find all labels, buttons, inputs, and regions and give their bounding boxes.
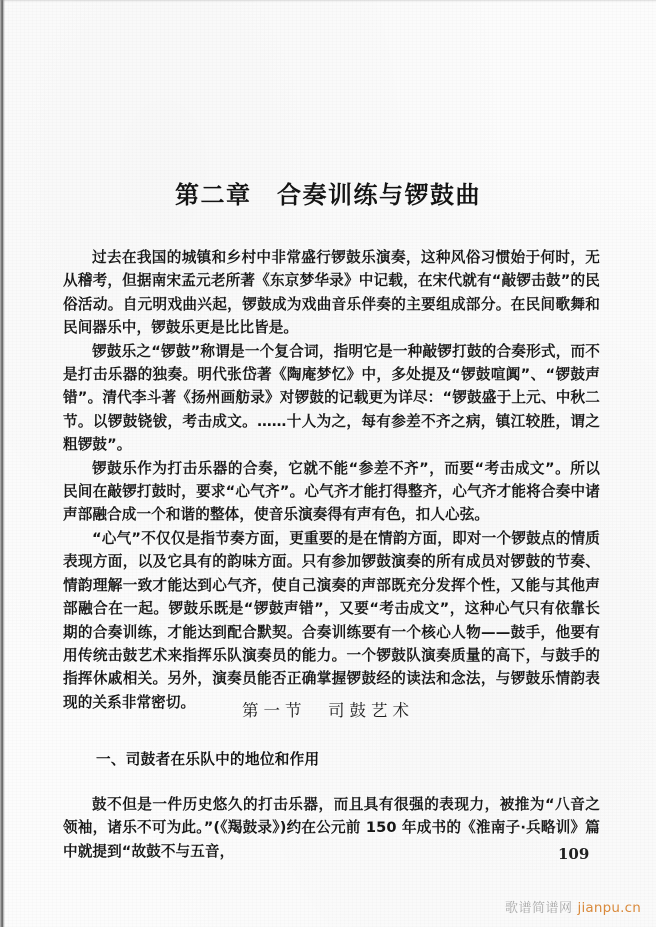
watermark-url-label: jianpu.cn [577, 900, 642, 916]
chapter-title: 第二章 合奏训练与锣鼓曲 [175, 181, 481, 209]
paragraph-4: “心气”不仅仅是指节奏方面，更重要的是在情韵方面，即对一个锣鼓点的情质表现方面，以及它具有的韵味方面。只有参加锣鼓演奏的所有成员对锣鼓的节奏、情韵理解一致才能达到心气齐，使自己演奏的声部既充分发挥个性，又能与其他声部融合在一起。锣鼓乐既是“锣鼓声错”，又要“考击成文”，这种心气只有依靠长期的合奏训练，才能达到配合默契。合奏训练要有一个核心人物——鼓手，他要有用传统击鼓艺术来指挥乐队演奏员的能力。一个锣鼓队演奏质量的高下，与鼓手的指挥休戚相关。另外，演奏员能否正确掌握锣鼓经的读法和念法，与锣鼓乐情韵表现的关系非常密切。 [63, 529, 600, 711]
paragraph-1: 过去在我国的城镇和乡村中非常盛行锣鼓乐演奏，这种风俗习惯始于何时，无从稽考，但据南宋孟元老所著《东京梦华录》中记载，在宋代就有“敲锣击鼓”的民俗活动。自元明戏曲兴起，锣鼓成为戏曲音乐伴奏的主要组成部分。在民间歌舞和民间器乐中，锣鼓乐更是比比皆是。 [63, 249, 600, 337]
subsection-heading: 一、司鼓者在乐队中的地位和作用 [96, 751, 320, 768]
paragraph-3: 锣鼓乐作为打击乐器的合奏，它就不能“参差不齐”，而要“考击成文”。所以民间在敲锣打鼓时，要求“心气齐”。心气齐才能打得整齐，心气齐才能将合奏中诸声部融合成一个和谐的整体，使音乐演奏得有声有色，扣人心弦。 [63, 459, 600, 524]
section-heading: 第一节 司鼓艺术 [242, 701, 414, 720]
paragraph-5: 鼓不但是一件历史悠久的打击乐器，而且具有很强的表现力，被推为“八音之领袖，诸乐不可为此。”(《羯鼓录》)约在公元前 150 年成书的《淮南子·兵略训》篇中就提到“故鼓不与五音， [63, 796, 600, 860]
watermark-chinese-label: 歌谱简谱网 [505, 901, 573, 916]
page-number: 109 [558, 845, 590, 863]
site-watermark [505, 897, 641, 916]
tail-text-block [63, 793, 600, 863]
body-text-block [63, 246, 600, 714]
paragraph-2: 锣鼓乐之“锣鼓”称谓是一个复合词，指明它是一种敲锣打鼓的合奏形式，而不是打击乐器的独奏。明代张岱著《陶庵梦忆》中，多处提及“锣鼓喧阗”、“锣鼓声错”。清代李斗著《扬州画舫录》对锣鼓的记载更为详尽：“锣鼓盛于上元、中秋二节。以锣鼓铙钹，考击成文。……十人为之，每有参差不齐之病，镇江较胜，谓之粗锣鼓”。 [63, 342, 600, 454]
